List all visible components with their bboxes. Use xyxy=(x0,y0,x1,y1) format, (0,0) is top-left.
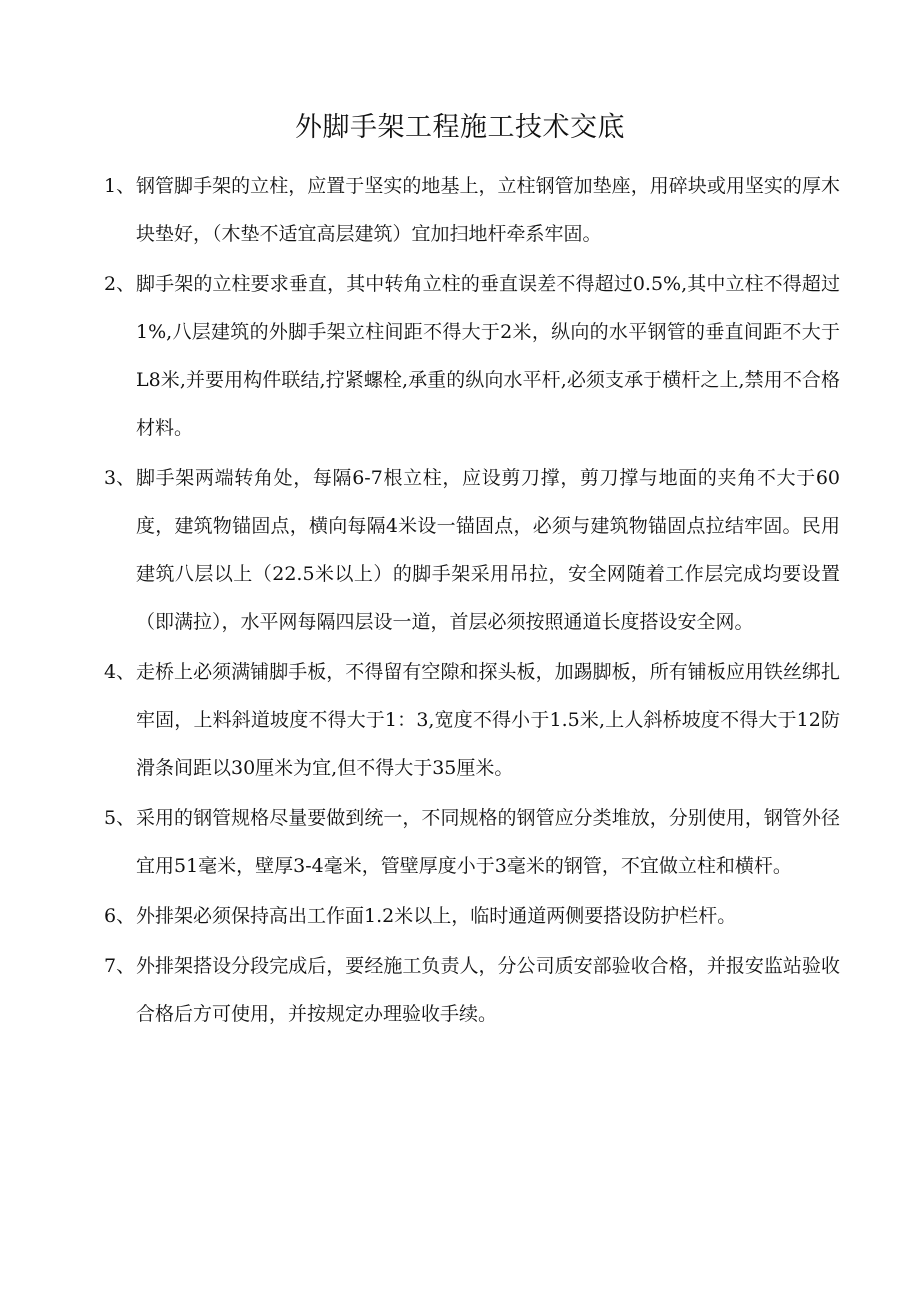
item-number: 5、 xyxy=(104,807,136,829)
item-text: 脚手架的立柱要求垂直，其中转角立柱的垂直误差不得超过0.5%,其中立柱不得超过1%,八层建筑的外脚手架立柱间距不得大于2米，纵向的水平钢管的垂直间距不大于L8米,并要用构件联结,拧紧螺栓,承重的纵向水平杆,必须支承于横杆之上,禁用不合格材料。 xyxy=(136,273,840,439)
list-item xyxy=(104,454,840,646)
item-number: 2、 xyxy=(104,273,136,295)
list-item xyxy=(104,260,840,452)
list-item xyxy=(104,648,840,792)
item-text: 外排架搭设分段完成后，要经施工负责人，分公司质安部验收合格，并报安监站验收合格后方可使用，并按规定办理验收手续。 xyxy=(136,955,840,1025)
item-number: 7、 xyxy=(104,955,136,977)
item-number: 3、 xyxy=(104,467,136,489)
list-item xyxy=(104,794,840,890)
instruction-list xyxy=(104,162,840,1040)
item-number: 4、 xyxy=(104,661,136,683)
item-text: 脚手架两端转角处，每隔6-7根立柱，应设剪刀撑，剪刀撑与地面的夹角不大于60度，建筑物锚固点，横向每隔4米设一锚固点，必须与建筑物锚固点拉结牢固。民用建筑八层以上（22.5米以上）的脚手架采用吊拉，安全网随着工作层完成均要设置（即满拉），水平网每隔四层设一道，首层必须按照通道长度搭设安全网。 xyxy=(136,467,840,633)
item-number: 1、 xyxy=(104,175,136,197)
item-number: 6、 xyxy=(104,905,136,927)
list-item xyxy=(104,892,840,940)
item-text: 走桥上必须满铺脚手板，不得留有空隙和探头板，加踢脚板，所有铺板应用铁丝绑扎牢固，上料斜道坡度不得大于1：3,宽度不得小于1.5米,上人斜桥坡度不得大于12防滑条间距以30厘米为宜,但不得大于35厘米。 xyxy=(136,661,840,779)
document-title: 外脚手架工程施工技术交底 xyxy=(295,112,625,143)
item-text: 外排架必须保持高出工作面1.2米以上，临时通道两侧要搭设防护栏杆。 xyxy=(136,905,737,927)
list-item xyxy=(104,162,840,258)
list-item xyxy=(104,942,840,1038)
item-text: 钢管脚手架的立柱，应置于坚实的地基上，立柱钢管加垫座，用碎块或用坚实的厚木块垫好，（木垫不适宜高层建筑）宜加扫地杆牵系牢固。 xyxy=(136,175,840,245)
item-text: 采用的钢管规格尽量要做到统一，不同规格的钢管应分类堆放，分别使用，钢管外径宜用51毫米，壁厚3-4毫米，管壁厚度小于3毫米的钢管，不宜做立柱和横杆。 xyxy=(136,807,840,877)
